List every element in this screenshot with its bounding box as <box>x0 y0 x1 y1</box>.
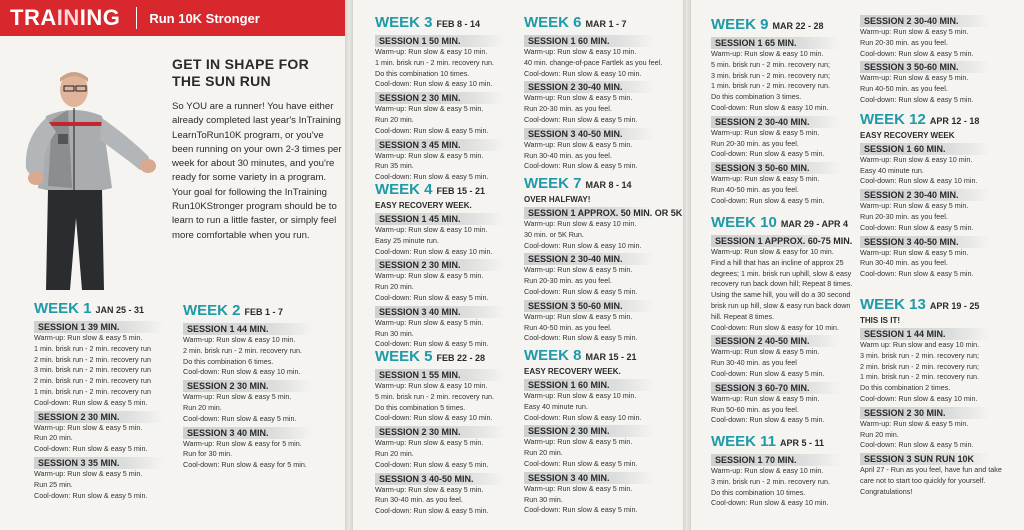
week-label: WEEK 5 <box>375 348 433 365</box>
session-line: Warm-up: Run slow & easy 5 min. <box>711 127 820 137</box>
session-line: hill. Repeat 8 times. <box>711 311 775 321</box>
header-subtitle: Run 10K Stronger <box>149 10 260 26</box>
session-line: Cool-down: Run slow & easy 5 min. <box>524 505 638 515</box>
session-line: Warm up: Run slow and easy 10 min. <box>860 340 980 349</box>
session-line: 2 min. brisk run - 2 min. recovery run <box>34 354 152 364</box>
session-header: SESSION 3 40-50 MIN. <box>375 473 505 485</box>
session-line: Run 20-30 min. as you feel. <box>860 211 948 221</box>
session-line: Run 40-50 min. as you feel. <box>711 184 799 194</box>
session-line: Cool-down: Run slow & easy 5 min. <box>860 222 974 232</box>
session-line: Run 30-40 min. as you feel <box>711 358 797 368</box>
week-dates: FEB 15 - 21 <box>436 186 486 196</box>
session-line: Run 20 min. <box>375 448 414 458</box>
session-line: Warm-up: Run slow & easy 10 min. <box>375 47 488 56</box>
session-line: Cool-down: Run slow & easy 10 min. <box>524 412 642 422</box>
session-line: Warm-up: Run slow & easy 10 min. <box>524 391 637 400</box>
session-line: Cool-down: Run slow & easy 10 min. <box>711 102 829 112</box>
week-11 <box>711 433 841 509</box>
session-line: Warm-up: Run slow & easy 5 min. <box>524 311 633 321</box>
intro-headline: GET IN SHAPE FOR THE SUN RUN <box>172 56 310 89</box>
week-label: WEEK 12 <box>860 110 926 128</box>
session-line: Run 20-30 min. as you feel. <box>711 138 799 148</box>
session-line: Warm-up: Run slow & easy 10 min. <box>524 47 637 56</box>
session-line: Cool-down: Run slow & easy 5 min. <box>34 397 148 407</box>
session-header: SESSION 1 APPROX. 60-75 MIN. <box>711 235 841 247</box>
session-line: Run 20-30 min. as you feel. <box>524 276 612 286</box>
session-line: Cool-down: Run slow & easy 5 min. <box>524 333 638 343</box>
session-line: Warm-up: Run slow & easy 10 min. <box>711 49 824 58</box>
session-line: Warm-up: Run slow & easy 5 min. <box>711 347 820 357</box>
week-dates: JAN 25 - 31 <box>95 305 145 315</box>
session-line: Cool-down: Run slow & easy 5 min. <box>524 161 638 171</box>
session-line: Do this combination 2 times. <box>860 383 951 393</box>
week-dates: MAR 1 - 7 <box>585 19 627 29</box>
week-label: WEEK 2 <box>183 302 241 319</box>
week-dates: MAR 22 - 28 <box>772 21 824 31</box>
session-header: SESSION 3 50-60 MIN. <box>711 162 841 174</box>
session-line: Cool-down: Run slow & easy 5 min. <box>34 444 148 454</box>
session-line: Run 30 min. <box>524 494 563 504</box>
session-header: SESSION 2 30 MIN. <box>375 92 505 104</box>
session-header: SESSION 1 65 MIN. <box>711 37 841 49</box>
runner-photo <box>8 68 168 290</box>
session-line: Warm-up: Run slow & easy 5 min. <box>375 271 484 281</box>
week-title <box>375 181 505 200</box>
week-1 <box>34 300 164 501</box>
session-line: Cool-down: Run slow & easy 5 min. <box>860 94 974 104</box>
session-line: Easy 40 minute run. <box>860 165 924 175</box>
session-header: SESSION 1 60 MIN. <box>524 379 654 391</box>
week-label: WEEK 9 <box>711 16 769 33</box>
session-header: SESSION 3 35 MIN. <box>34 457 164 469</box>
session-line: Warm-up: Run slow & easy 5 min. <box>34 422 143 432</box>
session-line: Warm-up: Run slow & easy 5 min. <box>711 174 820 184</box>
session-header: SESSION 3 60-70 MIN. <box>711 382 841 394</box>
session-line: Warm-up: Run slow & easy 10 min. <box>860 154 973 164</box>
session-line: Cool-down: Run slow & easy 5 min. <box>524 286 638 296</box>
session-line: Cool-down: Run slow & easy 10 min. <box>375 79 493 89</box>
session-line: Warm-up: Run slow & easy 5 min. <box>34 333 143 342</box>
session-line: Find a hill that has an incline of approx 25 <box>711 257 844 267</box>
session-header: SESSION 2 30 MIN. <box>34 411 164 423</box>
session-line: Easy 40 minute run. <box>524 401 588 411</box>
session-header: SESSION 2 30-40 MIN. <box>524 253 654 265</box>
session-line: Cool-down: Run slow & easy 5 min. <box>375 506 489 516</box>
session-line: 5 min. brisk run - 2 min. recovery run; <box>711 59 831 69</box>
session-header: SESSION 3 40 MIN. <box>524 472 654 484</box>
intro-paragraph: So YOU are a runner! You have either already completed last year's InTraining LearnToRun10K program, or you've been running on your own 2-3 times per week for about 30 minutes, and you're ready for some variety in a program. Your goal for following the InTraining Run10KStronger program should be to learn to run a little faster, or simply feel more comfortable when you run. <box>172 101 342 241</box>
week-dates: APR 19 - 25 <box>929 301 980 311</box>
session-line: Warm-up: Run slow & easy 5 min. <box>860 201 969 211</box>
session-line: 1 min. brisk run - 2 min. recovery run. <box>375 57 495 67</box>
session-header: SESSION 3 SUN RUN 10K <box>860 453 990 465</box>
week-label: WEEK 3 <box>375 14 433 31</box>
session-line: Warm-up: Run slow & easy 10 min. <box>375 381 488 390</box>
week-title <box>711 433 841 452</box>
session-line: Cool-down: Run slow & easy 5 min. <box>375 125 489 135</box>
session-line: Cool-down: Run slow & easy 5 min. <box>375 292 489 302</box>
session-line: 3 min. brisk run - 2 min. recovery run; <box>711 70 831 80</box>
week-dates: FEB 22 - 28 <box>436 353 486 363</box>
week-dates: APR 5 - 11 <box>780 438 825 448</box>
week-note: EASY RECOVERY WEEK. <box>375 201 472 210</box>
session-line: 3 min. brisk run - 2 min. recovery run <box>34 365 152 375</box>
session-line: Run 20 min. <box>34 433 73 443</box>
session-line: Run 20-30 min. as you feel. <box>524 104 612 114</box>
session-line: Warm-up: Run slow & easy 5 min. <box>375 484 484 494</box>
session-line: Run for 30 min. <box>183 449 233 459</box>
week-5 <box>375 348 505 517</box>
session-line: Warm-up: Run slow & easy 5 min. <box>860 73 969 83</box>
session-line: 2 min. brisk run - 2 min. recovery run <box>34 376 152 386</box>
session-line: Cool-down: Run slow & easy 10 min. <box>524 68 642 78</box>
session-header: SESSION 3 40-50 MIN. <box>524 128 654 140</box>
session-line: Warm-up: Run slow & easy 5 min. <box>860 247 969 257</box>
session-line: Warm-up: Run slow & easy 5 min. <box>524 437 633 447</box>
session-header: SESSION 2 30 MIN. <box>375 426 505 438</box>
week-label: WEEK 4 <box>375 181 433 198</box>
session-header: SESSION 3 40 MIN. <box>183 427 313 439</box>
session-header: SESSION 2 30-40 MIN. <box>860 15 990 27</box>
session-header: SESSION 3 50-60 MIN. <box>860 61 990 73</box>
session-line: 5 min. brisk run - 2 min. recovery run. <box>375 391 495 401</box>
session-header: SESSION 2 40-50 MIN. <box>711 335 841 347</box>
week-note: EASY RECOVERY WEEK. <box>524 367 621 376</box>
session-line: Cool-down: Run slow & easy 5 min. <box>34 490 148 500</box>
week-title <box>711 16 841 35</box>
session-line: 3 min. brisk run - 2 min. recovery run; <box>860 350 980 360</box>
session-line: Using the same hill, you will do a 30 second <box>711 290 851 300</box>
session-line: Cool-down: Run slow & easy 10 min. <box>524 240 642 250</box>
week-13 <box>860 296 1002 498</box>
session-line: degrees; 1 min. brisk run uphill, slow & easy <box>711 268 852 278</box>
session-line: Congratulations! <box>860 486 913 496</box>
session-header: SESSION 2 30-40 MIN. <box>860 189 990 201</box>
session-line: Cool-down: Run slow & easy for 10 min. <box>711 322 839 332</box>
session-header: SESSION 1 39 MIN. <box>34 321 164 333</box>
session-line: Do this combination 3 times. <box>711 92 802 102</box>
middle-panel <box>353 0 683 530</box>
session-line: Run 20 min. <box>183 402 222 412</box>
session-header: SESSION 1 44 MIN. <box>860 328 990 340</box>
session-line: 40 min. change-of-pace Fartlek as you feel. <box>524 57 663 67</box>
session-line: Run 30 min. <box>375 328 414 338</box>
session-header: SESSION 2 30 MIN. <box>183 380 313 392</box>
week-title <box>711 214 852 233</box>
session-header: SESSION 3 45 MIN. <box>375 139 505 151</box>
left-panel <box>0 0 345 530</box>
session-line: Warm-up: Run slow & easy 10 min. <box>524 219 637 228</box>
brand-logo: TRAINING <box>10 5 121 30</box>
session-line: Warm-up: Run slow & easy 5 min. <box>711 393 820 403</box>
session-line: Warm-up: Run slow & easy 10 min. <box>711 466 824 475</box>
session-line: brisk run up hill, slow & easy run back down <box>711 300 851 310</box>
header-bar <box>0 0 345 36</box>
week-title <box>375 348 505 367</box>
session-line: Warm-up: Run slow & easy for 10 min. <box>711 247 834 256</box>
page-fold <box>345 0 353 530</box>
session-line: Cool-down: Run slow & easy 5 min. <box>375 459 489 469</box>
session-line: Warm-up: Run slow & easy 5 min. <box>524 139 633 149</box>
week-title <box>860 111 990 130</box>
session-header: SESSION 2 30 MIN. <box>860 407 990 419</box>
week-10 <box>711 214 852 426</box>
session-header: SESSION 1 45 MIN. <box>375 213 505 225</box>
session-header: SESSION 1 APPROX. 50 MIN. OR 5K <box>524 207 654 219</box>
week-note: THIS IS IT! <box>860 316 900 325</box>
header-divider <box>136 7 137 29</box>
session-line: Cool-down: Run slow & easy 5 min. <box>711 149 825 159</box>
session-header: SESSION 1 60 MIN. <box>860 143 990 155</box>
week-label: WEEK 8 <box>524 347 582 364</box>
week-title <box>524 175 654 194</box>
session-line: Cool-down: Run slow & easy 5 min. <box>860 48 974 58</box>
session-line: Cool-down: Run slow & easy 5 min. <box>860 269 974 279</box>
session-line: Run 20-30 min. as you feel. <box>860 37 948 47</box>
session-header: SESSION 1 44 MIN. <box>183 323 313 335</box>
week-dates: APR 12 - 18 <box>929 115 980 126</box>
session-line: Cool-down: Run slow & easy 5 min. <box>711 368 825 378</box>
week-title <box>524 347 654 366</box>
week-title <box>860 296 1002 315</box>
session-line: Warm-up: Run slow & easy 10 min. <box>183 335 296 344</box>
session-line: Do this combination 10 times. <box>375 68 470 78</box>
session-line: Warm-up: Run slow & easy 5 min. <box>375 150 484 160</box>
session-line: Warm-up: Run slow & easy 5 min. <box>524 93 633 103</box>
session-header: SESSION 1 60 MIN. <box>524 35 654 47</box>
session-header: SESSION 2 30 MIN. <box>375 259 505 271</box>
week-9 <box>711 16 841 207</box>
session-header: SESSION 2 30-40 MIN. <box>711 116 841 128</box>
session-line: Cool-down: Run slow & easy 10 min. <box>711 498 829 508</box>
week-2 <box>183 302 313 471</box>
week-title <box>524 14 662 33</box>
session-line: 1 min. brisk run - 2 min. recovery run <box>34 343 152 353</box>
session-header: SESSION 2 30-40 MIN. <box>524 81 654 93</box>
session-line: 1 min. brisk run - 2 min. recovery run. <box>860 372 980 382</box>
session-line: Run 25 min. <box>34 479 73 489</box>
session-line: Warm-up: Run slow & easy 5 min. <box>375 438 484 448</box>
week-label: WEEK 10 <box>711 214 777 231</box>
session-header: SESSION 2 30 MIN. <box>524 425 654 437</box>
session-line: Cool-down: Run slow & easy 10 min. <box>183 367 301 377</box>
session-line: Warm-up: Run slow & easy 5 min. <box>34 468 143 478</box>
session-line: Cool-down: Run slow & easy 5 min. <box>375 339 489 349</box>
right-panel <box>691 0 1024 530</box>
session-line: Do this combination 6 times. <box>183 356 274 366</box>
week-label: WEEK 11 <box>711 433 777 450</box>
session-line: Run 30-40 min. as you feel. <box>375 495 463 505</box>
session-line: Cool-down: Run slow & easy 5 min. <box>711 415 825 425</box>
week-dates: MAR 8 - 14 <box>585 180 632 190</box>
week-dates: MAR 15 - 21 <box>585 352 637 362</box>
session-line: Warm-up: Run slow & easy 5 min. <box>860 27 969 36</box>
session-line: Warm-up: Run slow & easy 10 min. <box>375 225 488 234</box>
session-line: Warm-up: Run slow & easy 5 min. <box>524 265 633 275</box>
session-line: 3 min. brisk run - 2 min. recovery run. <box>711 476 831 486</box>
week-8 <box>524 347 654 516</box>
session-line: Cool-down: Run slow & easy 10 min. <box>860 393 978 403</box>
session-line: Warm-up: Run slow & easy 5 min. <box>375 104 484 114</box>
session-header: SESSION 3 40-50 MIN. <box>860 236 990 248</box>
session-line: Run 40-50 min. as you feel. <box>860 84 948 94</box>
week-label: WEEK 1 <box>34 300 92 317</box>
session-line: Run 20 min. <box>860 429 899 439</box>
session-line: Cool-down: Run slow & easy 10 min. <box>375 413 493 423</box>
session-line: Cool-down: Run slow & easy 5 min. <box>183 413 297 423</box>
session-line: Run 20 min. <box>524 448 563 458</box>
week-label: WEEK 6 <box>524 14 582 31</box>
week-12 <box>860 13 990 280</box>
week-note: OVER HALFWAY! <box>524 195 591 204</box>
session-line: Cool-down: Run slow & easy 5 min. <box>524 114 638 124</box>
week-dates: FEB 1 - 7 <box>244 307 284 317</box>
session-line: Cool-down: Run slow & easy 10 min. <box>375 246 493 256</box>
session-line: Cool-down: Run slow & easy 5 min. <box>711 195 825 205</box>
session-line: Easy 25 minute run. <box>375 235 439 245</box>
week-6 <box>524 14 662 172</box>
week-title <box>375 14 505 33</box>
session-line: Warm-up: Run slow & easy 5 min. <box>524 483 633 493</box>
week-dates: FEB 8 - 14 <box>436 19 481 29</box>
session-line: care not to start too quickly for yourself. <box>860 475 986 485</box>
week-note: EASY RECOVERY WEEK <box>860 130 955 140</box>
page-fold <box>683 0 691 530</box>
session-header: SESSION 1 50 MIN. <box>375 35 505 47</box>
session-line: Run 50-60 min. as you feel. <box>711 404 799 414</box>
week-label: WEEK 7 <box>524 175 582 192</box>
session-line: Cool-down: Run slow & easy 5 min. <box>524 458 638 468</box>
session-line: Do this combination 5 times. <box>375 402 466 412</box>
session-line: Run 35 min. <box>375 161 414 171</box>
week-title <box>183 302 313 321</box>
week-4 <box>375 181 505 350</box>
session-line: Warm-up: Run slow & easy for 5 min. <box>183 438 302 448</box>
week-title <box>34 300 164 319</box>
session-line: recovery run back down hill; Repeat 8 times. <box>711 279 853 289</box>
session-line: 30 min. or 5K Run. <box>524 229 584 239</box>
week-label: WEEK 13 <box>860 296 926 313</box>
session-line: Warm-up: Run slow & easy 5 min. <box>183 392 292 402</box>
session-line: Cool-down: Run slow & easy 5 min. <box>860 440 974 450</box>
session-line: Warm-up: Run slow & easy 5 min. <box>860 418 969 428</box>
session-header: SESSION 1 70 MIN. <box>711 454 841 466</box>
session-line: 2 min. brisk run - 2 min. recovery run; <box>860 361 980 371</box>
session-header: SESSION 3 40 MIN. <box>375 306 505 318</box>
session-line: April 27 - Run as you feel, have fun and take <box>860 465 1002 475</box>
session-line: Run 20 min. <box>375 282 414 292</box>
session-line: 2 min. brisk run - 2 min. recovery run. <box>183 345 303 355</box>
session-line: Cool-down: Run slow & easy for 5 min. <box>183 460 307 470</box>
session-header: SESSION 1 55 MIN. <box>375 369 505 381</box>
session-line: Warm-up: Run slow & easy 5 min. <box>375 317 484 327</box>
week-3 <box>375 14 505 183</box>
week-7 <box>524 175 683 344</box>
session-line: Run 20 min. <box>375 114 414 124</box>
session-line: Run 30-40 min. as you feel. <box>524 150 612 160</box>
session-line: 1 min. brisk run - 2 min. recovery run. <box>711 81 831 91</box>
session-line: Run 40-50 min. as you feel. <box>524 322 612 332</box>
session-line: Cool-down: Run slow & easy 5 min. <box>375 172 489 182</box>
session-line: 1 min. brisk run - 2 min. recovery run <box>34 386 152 396</box>
session-line: Do this combination 10 times. <box>711 487 806 497</box>
session-line: Cool-down: Run slow & easy 10 min. <box>860 176 978 186</box>
week-dates: MAR 29 - APR 4 <box>780 219 849 229</box>
session-header: SESSION 3 50-60 MIN. <box>524 300 654 312</box>
session-line: Run 30-40 min. as you feel. <box>860 258 948 268</box>
